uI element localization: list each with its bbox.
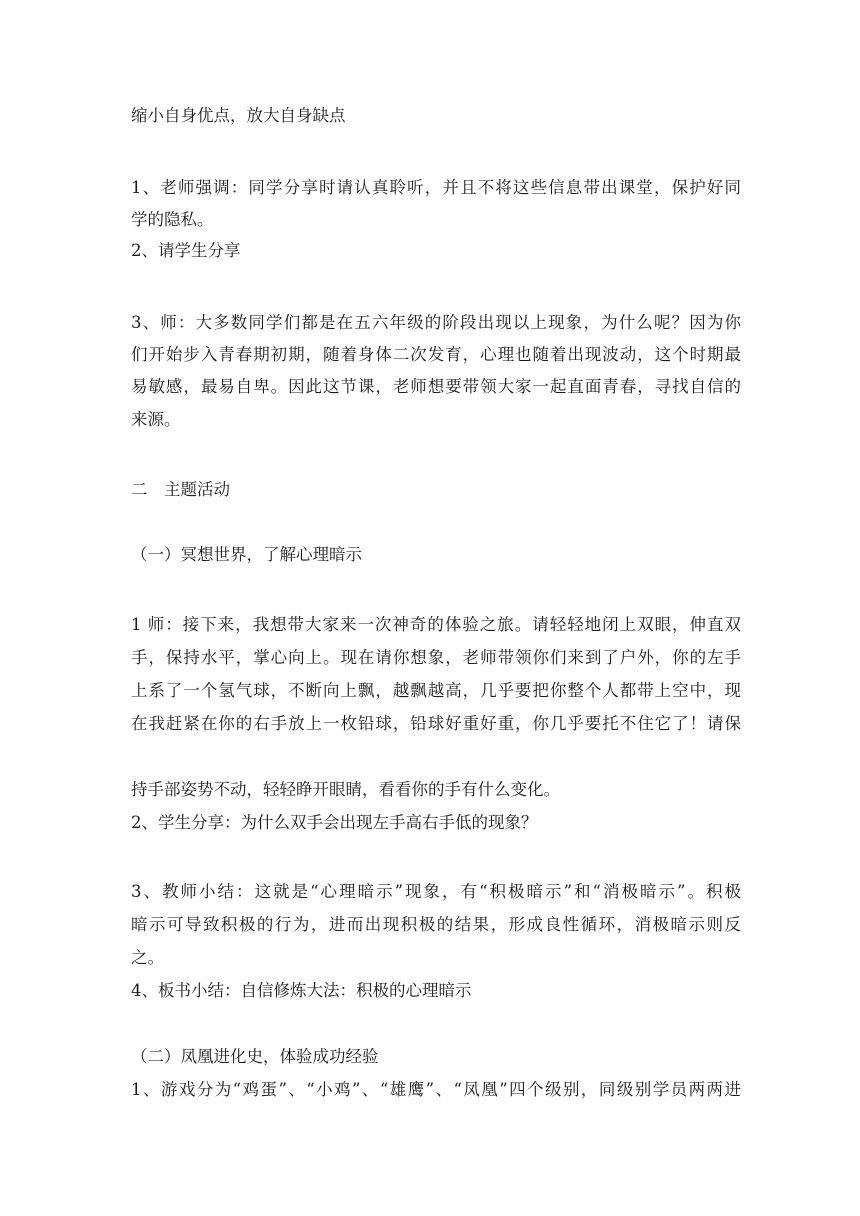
text-line: 来源。 (131, 410, 181, 429)
text-line: 暗示可导致积极的行为，进而出现积极的结果，形成良性循环，消极暗示则反 (131, 915, 741, 934)
section-heading: 二 主题活动 (131, 480, 230, 499)
text-line: 易敏感，最易自卑。因此这节课，老师想要带领大家一起直面青春，寻找自信的 (131, 377, 741, 396)
text-line: 2、请学生分享 (131, 241, 241, 260)
text-line: 4、板书小结：自信修炼大法：积极的心理暗示 (131, 981, 472, 1000)
text-line: 之。 (131, 948, 164, 967)
text-line: 学的隐私。 (131, 210, 214, 229)
subsection-heading: （二）凤凰进化史，体验成功经验 (131, 1047, 379, 1066)
text-line: 上系了一个氢气球，不断向上飘，越飘越高，几乎要把你整个人都带上空中，现 (131, 681, 741, 700)
text-line: 手，保持水平，掌心向上。现在请你想象，老师带领你们来到了户外，你的左手 (131, 648, 741, 667)
text-line: 1、老师强调：同学分享时请认真聆听，并且不将这些信息带出课堂，保护好同 (131, 178, 741, 197)
subsection-heading: （一）冥想世界，了解心理暗示 (131, 545, 362, 564)
text-line: 2、学生分享：为什么双手会出现左手高右手低的现象？ (131, 813, 538, 832)
text-line: 在我赶紧在你的右手放上一枚铅球，铅球好重好重，你几乎要托不住它了！请保 (131, 714, 741, 733)
text-line: 1 师：接下来，我想带大家来一次神奇的体验之旅。请轻轻地闭上双眼，伸直双 (131, 615, 741, 634)
text-line: 缩小自身优点，放大自身缺点 (131, 106, 346, 125)
text-line: 3、教师小结：这就是“心理暗示”现象，有“积极暗示”和“消极暗示”。积极 (131, 882, 741, 901)
text-line: 们开始步入青春期初期，随着身体二次发育，心理也随着出现波动，这个时期最 (131, 345, 741, 364)
text-line: 持手部姿势不动，轻轻睁开眼睛，看看你的手有什么变化。 (131, 780, 560, 799)
text-line: 3、师：大多数同学们都是在五六年级的阶段出现以上现象，为什么呢？因为你 (131, 313, 741, 332)
text-line: 1、游戏分为“鸡蛋”、“小鸡”、“雄鹰”、“凤凰”四个级别，同级别学员两两进 (131, 1080, 741, 1099)
